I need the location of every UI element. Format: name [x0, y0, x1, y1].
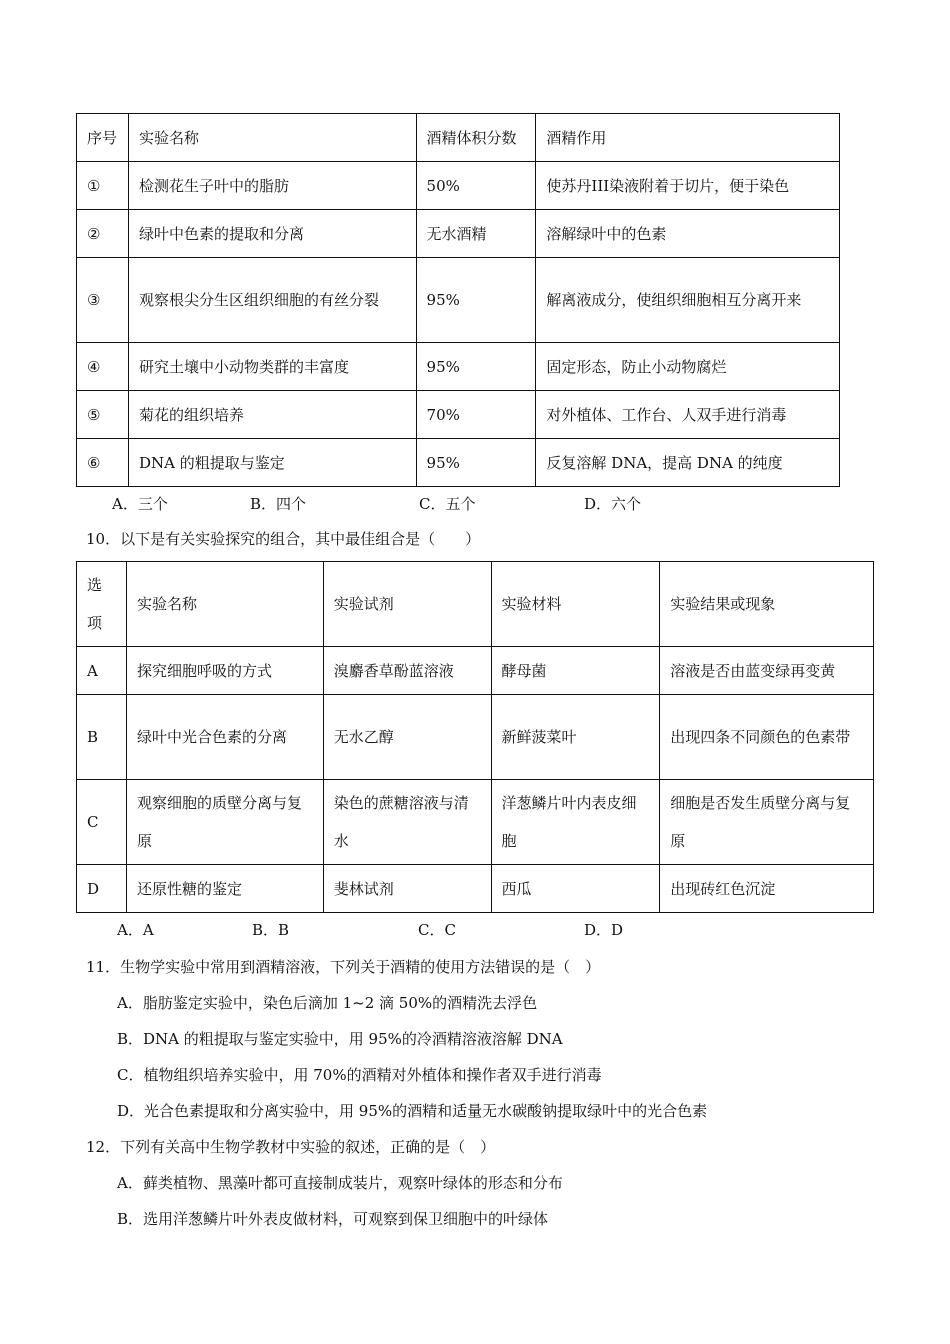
table-cell: 出现砖红色沉淀 [660, 865, 874, 913]
alcohol-experiments-table [76, 113, 840, 487]
table-cell: ④ [77, 343, 129, 391]
table-cell: 50% [416, 162, 536, 210]
header-cell: 实验试剂 [323, 562, 491, 647]
header-cell: 酒精作用 [536, 114, 840, 162]
q11-stem: 11．生物学实验中常用到酒精溶液，下列关于酒精的使用方法错误的是（ ） [86, 958, 601, 976]
table-cell: 95% [416, 439, 536, 487]
table-cell: 反复溶解 DNA，提高 DNA 的纯度 [536, 439, 840, 487]
table-cell: ⑥ [77, 439, 129, 487]
table-cell: 观察根尖分生区组织细胞的有丝分裂 [128, 258, 416, 343]
table-cell: 无水酒精 [416, 210, 536, 258]
header-cell: 序号 [77, 114, 129, 162]
table-cell: 绿叶中光合色素的分离 [126, 695, 323, 780]
table-row [77, 210, 840, 258]
table-cell: 洋葱鳞片叶内表皮细胞 [491, 780, 660, 865]
table-cell: DNA 的粗提取与鉴定 [128, 439, 416, 487]
q11-option-d[interactable]: D．光合色素提取和分离实验中，用 95%的酒精和适量无水碳酸钠提取绿叶中的光合色素 [117, 1102, 708, 1120]
q9-option-d[interactable]: D．六个 [584, 495, 642, 513]
header-cell: 酒精体积分数 [416, 114, 536, 162]
table-cell: 95% [416, 343, 536, 391]
table-cell: 还原性糖的鉴定 [126, 865, 323, 913]
q11-option-a[interactable]: A．脂肪鉴定实验中，染色后滴加 1~2 滴 50%的酒精洗去浮色 [117, 994, 538, 1012]
table-cell: 溶解绿叶中的色素 [536, 210, 840, 258]
table-cell: 染色的蔗糖溶液与清水 [323, 780, 491, 865]
header-cell: 实验名称 [128, 114, 416, 162]
q10-options-table [76, 561, 874, 913]
table-cell: D [77, 865, 127, 913]
table-row [77, 865, 874, 913]
table-cell: 酵母菌 [491, 647, 660, 695]
q9-option-b[interactable]: B．四个 [250, 495, 307, 513]
table-cell: 溶液是否由蓝变绿再变黄 [660, 647, 874, 695]
table-header-row [77, 562, 874, 647]
q12-option-a[interactable]: A．藓类植物、黑藻叶都可直接制成装片，观察叶绿体的形态和分布 [117, 1174, 563, 1192]
table-cell: B [77, 695, 127, 780]
header-cell: 选项 [77, 562, 127, 647]
q11-option-c[interactable]: C．植物组织培养实验中，用 70%的酒精对外植体和操作者双手进行消毒 [117, 1066, 602, 1084]
table-row [77, 439, 840, 487]
table-cell: A [77, 647, 127, 695]
table-cell: 西瓜 [491, 865, 660, 913]
table-cell: 解离液成分，使组织细胞相互分离开来 [536, 258, 840, 343]
q12-option-b[interactable]: B．选用洋葱鳞片叶外表皮做材料，可观察到保卫细胞中的叶绿体 [117, 1210, 549, 1228]
table-cell: 观察细胞的质壁分离与复原 [126, 780, 323, 865]
header-cell: 实验名称 [126, 562, 323, 647]
q10-option-c[interactable]: C．C [418, 921, 456, 939]
table-cell: 新鲜菠菜叶 [491, 695, 660, 780]
q9-option-c[interactable]: C．五个 [419, 495, 476, 513]
table-cell: 探究细胞呼吸的方式 [126, 647, 323, 695]
table-cell: C [77, 780, 127, 865]
header-cell: 实验结果或现象 [660, 562, 874, 647]
q12-stem: 12．下列有关高中生物学教材中实验的叙述，正确的是（ ） [86, 1138, 496, 1156]
table-cell: 对外植体、工作台、人双手进行消毒 [536, 391, 840, 439]
table-row [77, 258, 840, 343]
table-cell: 使苏丹III染液附着于切片，便于染色 [536, 162, 840, 210]
q10-option-a[interactable]: A．A [117, 921, 154, 939]
table-row [77, 695, 874, 780]
table-cell: ① [77, 162, 129, 210]
table-cell: 斐林试剂 [323, 865, 491, 913]
table-cell: 固定形态，防止小动物腐烂 [536, 343, 840, 391]
table-cell: 出现四条不同颜色的色素带 [660, 695, 874, 780]
q9-option-a[interactable]: A．三个 [112, 495, 168, 513]
table-row [77, 391, 840, 439]
table-row [77, 162, 840, 210]
table-cell: 溴麝香草酚蓝溶液 [323, 647, 491, 695]
table-cell: 95% [416, 258, 536, 343]
table-row [77, 343, 840, 391]
table-cell: 细胞是否发生质壁分离与复原 [660, 780, 874, 865]
q10-option-d[interactable]: D．D [584, 921, 624, 939]
q11-option-b[interactable]: B．DNA 的粗提取与鉴定实验中，用 95%的冷酒精溶液溶解 DNA [117, 1030, 563, 1048]
table-cell: ⑤ [77, 391, 129, 439]
q10-stem: 10．以下是有关实验探究的组合，其中最佳组合是（ ） [86, 530, 481, 548]
table-cell: ② [77, 210, 129, 258]
header-cell: 实验材料 [491, 562, 660, 647]
table-cell: 70% [416, 391, 536, 439]
table-row [77, 780, 874, 865]
table-row [77, 647, 874, 695]
table-header-row [77, 114, 840, 162]
table-cell: 菊花的组织培养 [128, 391, 416, 439]
table-cell: 检测花生子叶中的脂肪 [128, 162, 416, 210]
table-cell: 无水乙醇 [323, 695, 491, 780]
q10-option-b[interactable]: B．B [252, 921, 290, 939]
table-cell: 绿叶中色素的提取和分离 [128, 210, 416, 258]
table-cell: 研究土壤中小动物类群的丰富度 [128, 343, 416, 391]
table-cell: ③ [77, 258, 129, 343]
